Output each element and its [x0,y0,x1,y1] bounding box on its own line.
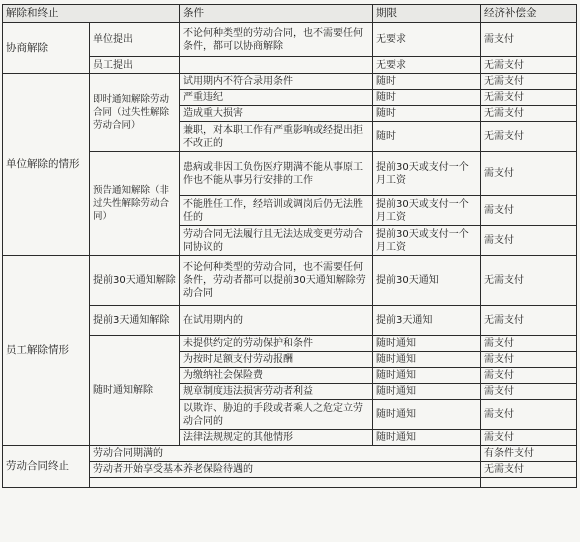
compensation-cell: 需支付 [481,384,577,400]
condition-cell: 法律法规规定的其他情形 [180,430,373,446]
condition-cell: 造成重大损害 [180,106,373,122]
compensation-cell: 无需支付 [481,106,577,122]
sub-cell: 单位提出 [90,23,180,57]
period-cell: 随时通知 [373,400,481,430]
table-row [3,478,577,488]
condition-cell: 在试用期内的 [180,306,373,336]
compensation-cell: 需支付 [481,430,577,446]
compensation-cell: 无需支付 [481,57,577,74]
labor-contract-table [2,4,577,488]
table-row [3,57,577,74]
header-condition: 条件 [180,5,373,23]
period-cell: 提前3天通知 [373,306,481,336]
condition-cell: 试用期内不符合录用条件 [180,74,373,90]
table-row [3,256,577,306]
period-cell: 提前30天或支付一个月工资 [373,226,481,256]
period-cell: 随时 [373,74,481,90]
period-cell: 无要求 [373,23,481,57]
period-cell: 随时通知 [373,352,481,368]
period-cell: 随时通知 [373,384,481,400]
compensation-cell: 无需支付 [481,74,577,90]
table-row [3,23,577,57]
condition-cell: 为按时足额支付劳动报酬 [180,352,373,368]
period-cell: 随时 [373,90,481,106]
compensation-cell: 无需支付 [481,306,577,336]
period-cell: 随时通知 [373,368,481,384]
condition-cell: 以欺诈、胁迫的手段或者乘人之危定立劳动合同的 [180,400,373,430]
table-row [3,74,577,90]
compensation-cell: 需支付 [481,336,577,352]
period-cell: 提前30天或支付一个月工资 [373,196,481,226]
compensation-cell-empty [481,478,577,488]
condition-cell: 规章制度违法损害劳动者利益 [180,384,373,400]
header-period: 期限 [373,5,481,23]
sub-cell: 提前30天通知解除 [90,256,180,306]
condition-cell: 不论何种类型的劳动合同，也不需要任何条件，劳动者都可以提前30天通知解除劳动合同 [180,256,373,306]
condition-cell: 为缴纳社会保险费 [180,368,373,384]
period-cell: 无要求 [373,57,481,74]
table-row [3,462,577,478]
compensation-cell: 需支付 [481,23,577,57]
sub-cell: 提前3天通知解除 [90,306,180,336]
period-cell: 提前30天通知 [373,256,481,306]
condition-cell: 不能胜任工作，经培训或调岗后仍无法胜任的 [180,196,373,226]
group-cell-employee: 员工解除情形 [3,256,90,446]
condition-cell-empty [90,478,481,488]
sub-cell: 随时通知解除 [90,336,180,446]
condition-cell-empty [180,57,373,74]
group-cell-negotiated: 协商解除 [3,23,90,74]
condition-cell-wide: 劳动合同期满的 [90,446,481,462]
compensation-cell: 需支付 [481,196,577,226]
compensation-cell: 需支付 [481,400,577,430]
period-cell: 随时 [373,106,481,122]
compensation-cell: 无需支付 [481,122,577,152]
condition-cell: 严重违纪 [180,90,373,106]
sub-cell: 即时通知解除劳动合同（过失性解除劳动合同） [90,74,180,152]
condition-cell: 劳动合同无法履行且无法达成变更劳动合同协议的 [180,226,373,256]
condition-cell: 不论何种类型的劳动合同，也不需要任何条件，都可以协商解除 [180,23,373,57]
condition-cell: 患病或非因工负伤医疗期满不能从事原工作也不能从事另行安排的工作 [180,152,373,196]
group-cell-employer: 单位解除的情形 [3,74,90,256]
condition-cell: 兼职，对本职工作有严重影响或经提出拒不改正的 [180,122,373,152]
period-cell: 随时通知 [373,336,481,352]
group-cell-termination: 劳动合同终止 [3,446,90,488]
header-category: 解除和终止 [3,5,180,23]
header-row [3,5,577,23]
table-row [3,306,577,336]
period-cell: 随时通知 [373,430,481,446]
header-compensation: 经济补偿金 [481,5,577,23]
compensation-cell: 需支付 [481,152,577,196]
compensation-cell: 无需支付 [481,256,577,306]
sub-cell: 员工提出 [90,57,180,74]
condition-cell-wide: 劳动者开始享受基本养老保险待遇的 [90,462,481,478]
period-cell: 随时 [373,122,481,152]
compensation-cell: 需支付 [481,226,577,256]
period-cell: 提前30天或支付一个月工资 [373,152,481,196]
compensation-cell: 需支付 [481,368,577,384]
table-row [3,336,577,352]
table-row [3,152,577,196]
table-row [3,446,577,462]
compensation-cell: 需支付 [481,352,577,368]
compensation-cell: 无需支付 [481,90,577,106]
sub-cell: 预告通知解除（非过失性解除劳动合同） [90,152,180,256]
condition-cell: 未提供约定的劳动保护和条件 [180,336,373,352]
compensation-cell: 有条件支付 [481,446,577,462]
compensation-cell: 无需支付 [481,462,577,478]
